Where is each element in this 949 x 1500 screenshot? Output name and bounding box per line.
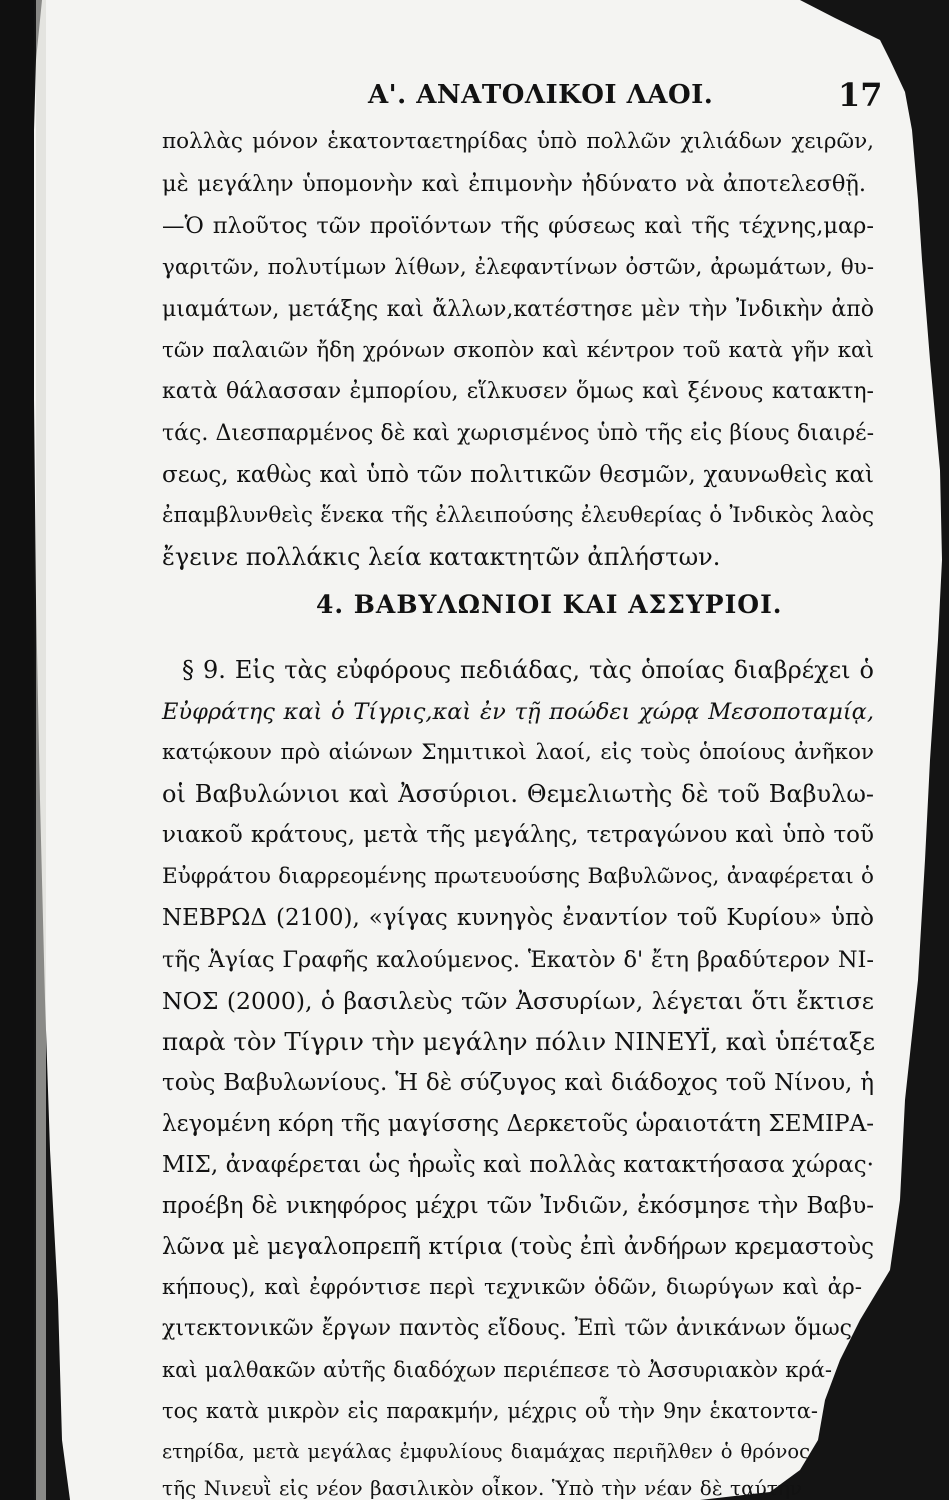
text-line: τῶν παλαιῶν ἤδη χρόνων σκοπὸν καὶ κέντρον τοῦ κατὰ γῆν καὶ [162,338,874,363]
text-line: λεγομένη κόρη τῆς μαγίσσης Δερκετοῦς ὡραιοτάτη ΣΕΜΙΡΑ- [162,1111,874,1137]
text-line: παρὰ τὸν Τίγριν τὴν μεγάλην πόλιν ΝΙΝΕΥΪ, καὶ ὑπέταξε [162,1027,876,1056]
text-line: νιακοῦ κράτους, μετὰ τῆς μεγάλης, τετραγώνου καὶ ὑπὸ τοῦ [162,822,874,848]
page-header [0,74,949,114]
text-line: χιτεκτονικῶν ἔργων παντὸς εἴδους. Ἐπὶ τῶν ἀνικάνων ὅμως [162,1316,852,1341]
text-line: μιαμάτων, μετάξης καὶ ἄλλων,κατέστησε μὲν τὴν Ἰνδικὴν ἀπὸ [162,297,874,322]
text-line: ἐπαμβλυνθεὶς ἕνεκα τῆς ἐλλειπούσης ἐλευθερίας ὁ Ἰνδικὸς λαὸς [162,503,874,528]
text-line: —Ὁ πλοῦτος τῶν προϊόντων τῆς φύσεως καὶ τῆς τέχνης,μαρ- [162,213,874,239]
text-line: ετηρίδα, μετὰ μεγάλας ἐμφυλίους διαμάχας περιῆλθεν ὁ θρόνος [162,1440,810,1463]
section-title: 4. ΒΑΒΥΛΩΝΙΟΙ ΚΑΙ ΑΣΣΥΡΙΟΙ. [316,590,783,619]
text-line: σεως, καθὼς καὶ ὑπὸ τῶν πολιτικῶν θεσμῶν, χαυνωθεὶς καὶ [162,462,874,488]
text-line: τοὺς Βαβυλωνίους. Ἡ δὲ σύζυγος καὶ διάδοχος τοῦ Νίνου, ἡ [162,1070,874,1096]
text-line: μὲ μεγάλην ὑπομονὴν καὶ ἐπιμονὴν ἠδύνατο νὰ ἀποτελεσθῇ. [162,171,866,197]
text-line: πολλὰς μόνον ἑκατονταετηρίδας ὑπὸ πολλῶν χιλιάδων χειρῶν, [162,129,874,154]
text-line: κατὰ θάλασσαν ἐμπορίου, εἵλκυσεν ὅμως καὶ ξένους κατακτη- [162,379,874,404]
running-head: Α'. ΑΝΑΤΟΛΙΚΟΙ ΛΑΟΙ. [368,80,714,110]
text-line: τῆς Ἁγίας Γραφῆς καλούμενος. Ἑκατὸν δ' ἔτη βραδύτερον ΝΙ- [162,947,874,973]
text-line: ΝΕΒΡΩΔ (2100), «γίγας κυνηγὸς ἐναντίον τοῦ Κυρίου» ὑπὸ [162,905,874,931]
text-line: κήπους), καὶ ἐφρόντισε περὶ τεχνικῶν ὁδῶν, διωρύγων καὶ ἀρ- [162,1275,862,1300]
text-line: κατῴκουν πρὸ αἰώνων Σημιτικοὶ λαοί, εἰς τοὺς ὁποίους ἀνῆκον [162,740,874,765]
text-line: οἱ Βαβυλώνιοι καὶ Ἀσσύριοι. Θεμελιωτὴς δὲ τοῦ Βαβυλω- [162,780,874,808]
text-line: τῆς Νινευῒ εἰς νέον βασιλικὸν οἶκον. Ὑπὸ τὴν νέαν δὲ ταύτην [162,1476,802,1500]
text-line: § 9. Εἰς τὰς εὐφόρους πεδιάδας, τὰς ὁποίας διαβρέχει ὁ [182,656,874,684]
text-line: προέβη δὲ νικηφόρος μέχρι τῶν Ἰνδιῶν, ἐκόσμησε τὴν Βαβυ- [162,1193,874,1219]
text-line: λῶνα μὲ μεγαλοπρεπῆ κτίρια (τοὺς ἐπὶ ἀνδήρων κρεμαστοὺς [162,1234,874,1260]
text-line: Εὐφράτης καὶ ὁ Τίγρις,καὶ ἐν τῇ ποώδει χώρᾳ Μεσοποταμίᾳ, [162,699,874,725]
text-line: Εὐφράτου διαρρεομένης πρωτευούσης Βαβυλῶνος, ἀναφέρεται ὁ [162,864,874,889]
text-line: ΝΟΣ (2000), ὁ βασιλεὺς τῶν Ἀσσυρίων, λέγεται ὅτι ἔκτισε [162,987,874,1015]
text-line: ἔγεινε πολλάκις λεία κατακτητῶν ἀπλήστων. [162,543,721,571]
page-number: 17 [838,76,883,114]
text-line: τος κατὰ μικρὸν εἰς παρακμήν, μέχρις οὗ τὴν 9ην ἑκατοντα- [162,1399,818,1423]
text-line: ΜΙΣ, ἀναφέρεται ὡς ἡρωῒς καὶ πολλὰς κατακτήσασα χώρας· [162,1152,874,1178]
text-line: καὶ μαλθακῶν αὐτῆς διαδόχων περιέπεσε τὸ Ἀσσυριακὸν κρά- [162,1358,832,1382]
text-line: τάς. Διεσπαρμένος δὲ καὶ χωρισμένος ὑπὸ τῆς εἰς βίους διαιρέ- [162,421,874,446]
text-line: γαριτῶν, πολυτίμων λίθων, ἐλεφαντίνων ὀστῶν, ἀρωμάτων, θυ- [162,255,874,280]
